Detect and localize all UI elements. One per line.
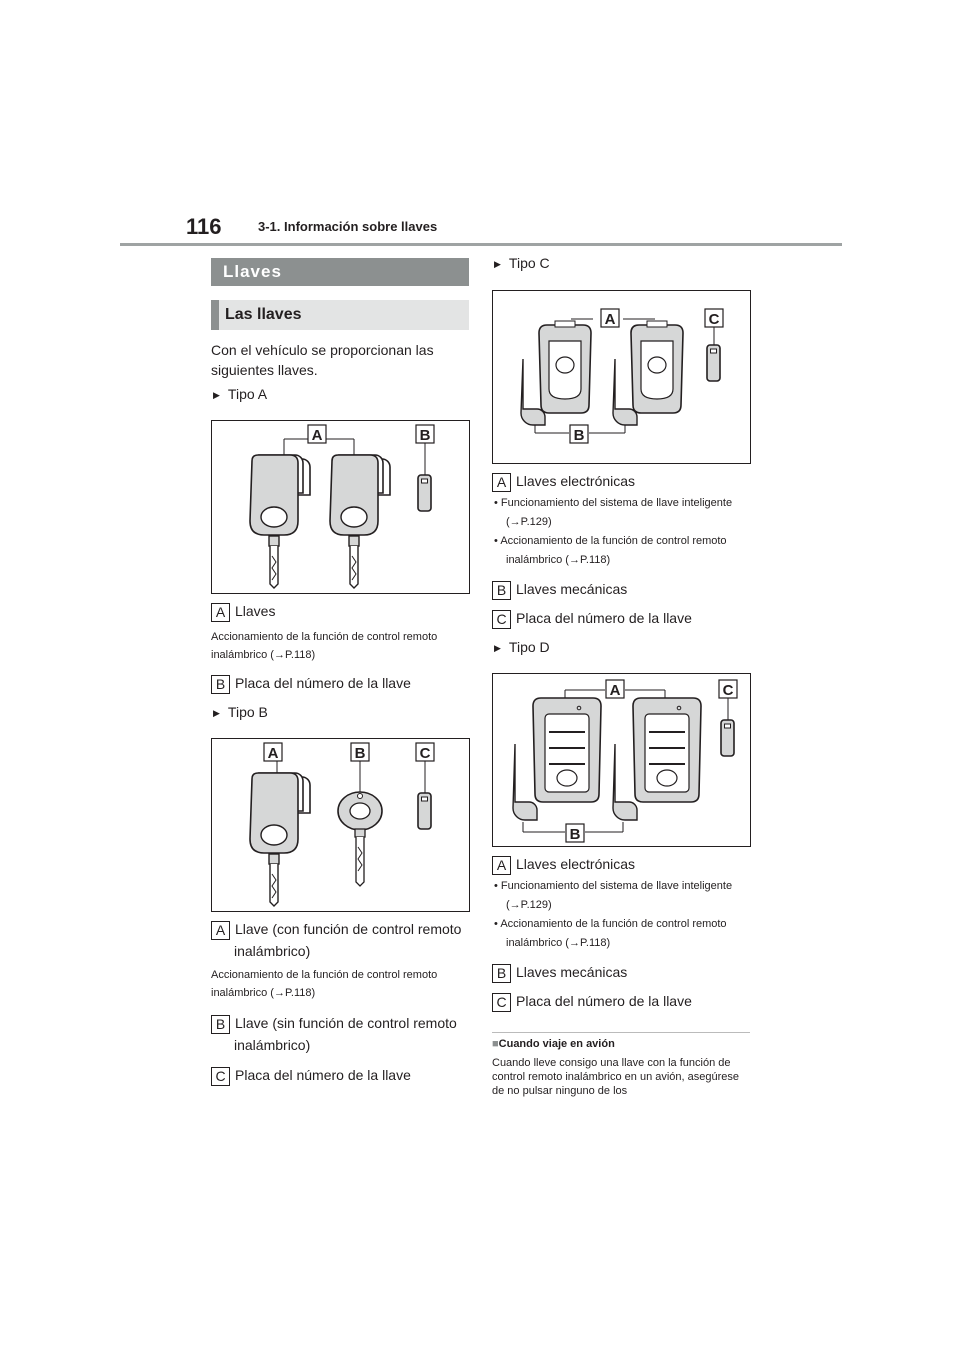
- key-icon-a2: [330, 455, 390, 588]
- figure-type-a: [211, 420, 470, 594]
- type-c-label: ▶ Tipo C: [494, 255, 550, 271]
- key-tag-icon-d: [721, 720, 734, 756]
- fig-a-label-b: B: [419, 427, 431, 444]
- key-tag-icon-c: [707, 345, 720, 381]
- type-d-label: ▶ Tipo D: [494, 639, 550, 655]
- type-b-label: ▶ Tipo B: [213, 704, 268, 720]
- smart-key-icon-d2: [613, 698, 701, 820]
- smart-key-icon-d1: [513, 698, 601, 820]
- figure-type-b: [211, 738, 470, 912]
- type-c-item-b: B Llaves mecánicas: [492, 578, 627, 600]
- type-b-note: Accionamiento de la función de control remoto inalámbrico (→P.118): [211, 969, 438, 999]
- type-b-item-b: B Llave (sin función de control remoto inalámbrico): [211, 1012, 469, 1056]
- key-remote-icon: [250, 773, 310, 906]
- travel-note-heading: ■Cuando viaje en avión: [492, 1038, 615, 1050]
- square-bullet-icon: ■: [492, 1038, 499, 1050]
- type-b-item-c: C Placa del número de la llave: [211, 1064, 411, 1086]
- type-c-item-a: A Llaves electrónicas: [492, 470, 635, 492]
- fig-a-label-a: A: [311, 427, 323, 444]
- fig-c-label-c: C: [708, 311, 720, 328]
- travel-note-text: Cuando lleve consigo una llave con la función de control remoto inalámbrico en un avión, asegúrese de no pulsar ninguno de los: [492, 1057, 740, 1097]
- fig-d-label-a: A: [609, 682, 621, 699]
- type-d-bullet-2: • Accionamiento de la función de control remoto inalámbrico (→P.118): [494, 918, 727, 949]
- fig-d-label-b: B: [569, 826, 581, 843]
- smart-key-icon-c2: [613, 321, 683, 425]
- figure-type-c: [492, 290, 751, 464]
- chapter-title: 3-1. Información sobre llaves: [258, 219, 438, 234]
- page-number: 116: [186, 214, 222, 239]
- type-b-item-a: A Llave (con función de control remoto inalámbrico): [211, 918, 469, 962]
- fig-b-label-c: C: [419, 745, 431, 762]
- type-a-item-b: B Placa del número de la llave: [211, 672, 411, 694]
- fig-b-label-a: A: [267, 745, 279, 762]
- fig-c-label-b: B: [573, 427, 585, 444]
- type-a-label: ▶ Tipo A: [213, 386, 267, 402]
- key-tag-icon-b: [418, 793, 431, 829]
- smart-key-icon-c1: [521, 321, 591, 425]
- type-d-item-b: B Llaves mecánicas: [492, 961, 627, 983]
- fig-b-label-b: B: [354, 745, 366, 762]
- type-c-bullet-1: • Funcionamiento del sistema de llave inteligente (→P.129): [494, 497, 733, 528]
- note-divider: [492, 1032, 750, 1033]
- key-tag-icon: [418, 475, 431, 511]
- fig-d-label-c: C: [722, 682, 734, 699]
- header-divider: [120, 243, 842, 246]
- key-plain-icon: [338, 792, 382, 886]
- intro-text: Con el vehículo se proporcionan las siguientes llaves.: [211, 342, 434, 378]
- type-c-bullet-2: • Accionamiento de la función de control remoto inalámbrico (→P.118): [494, 535, 727, 566]
- type-a-note: Accionamiento de la función de control remoto inalámbrico (→P.118): [211, 631, 438, 661]
- section-title: Llaves: [211, 258, 469, 286]
- type-c-item-c: C Placa del número de la llave: [492, 607, 692, 629]
- type-d-item-a: A Llaves electrónicas: [492, 853, 635, 875]
- figure-type-d: [492, 673, 751, 847]
- type-d-bullet-1: • Funcionamiento del sistema de llave inteligente (→P.129): [494, 880, 733, 911]
- fig-c-label-a: A: [604, 311, 616, 328]
- key-icon-a1: [250, 455, 310, 588]
- type-a-item-a: A Llaves: [211, 600, 275, 622]
- subsection-title: Las llaves: [211, 300, 469, 330]
- type-d-item-c: C Placa del número de la llave: [492, 990, 692, 1012]
